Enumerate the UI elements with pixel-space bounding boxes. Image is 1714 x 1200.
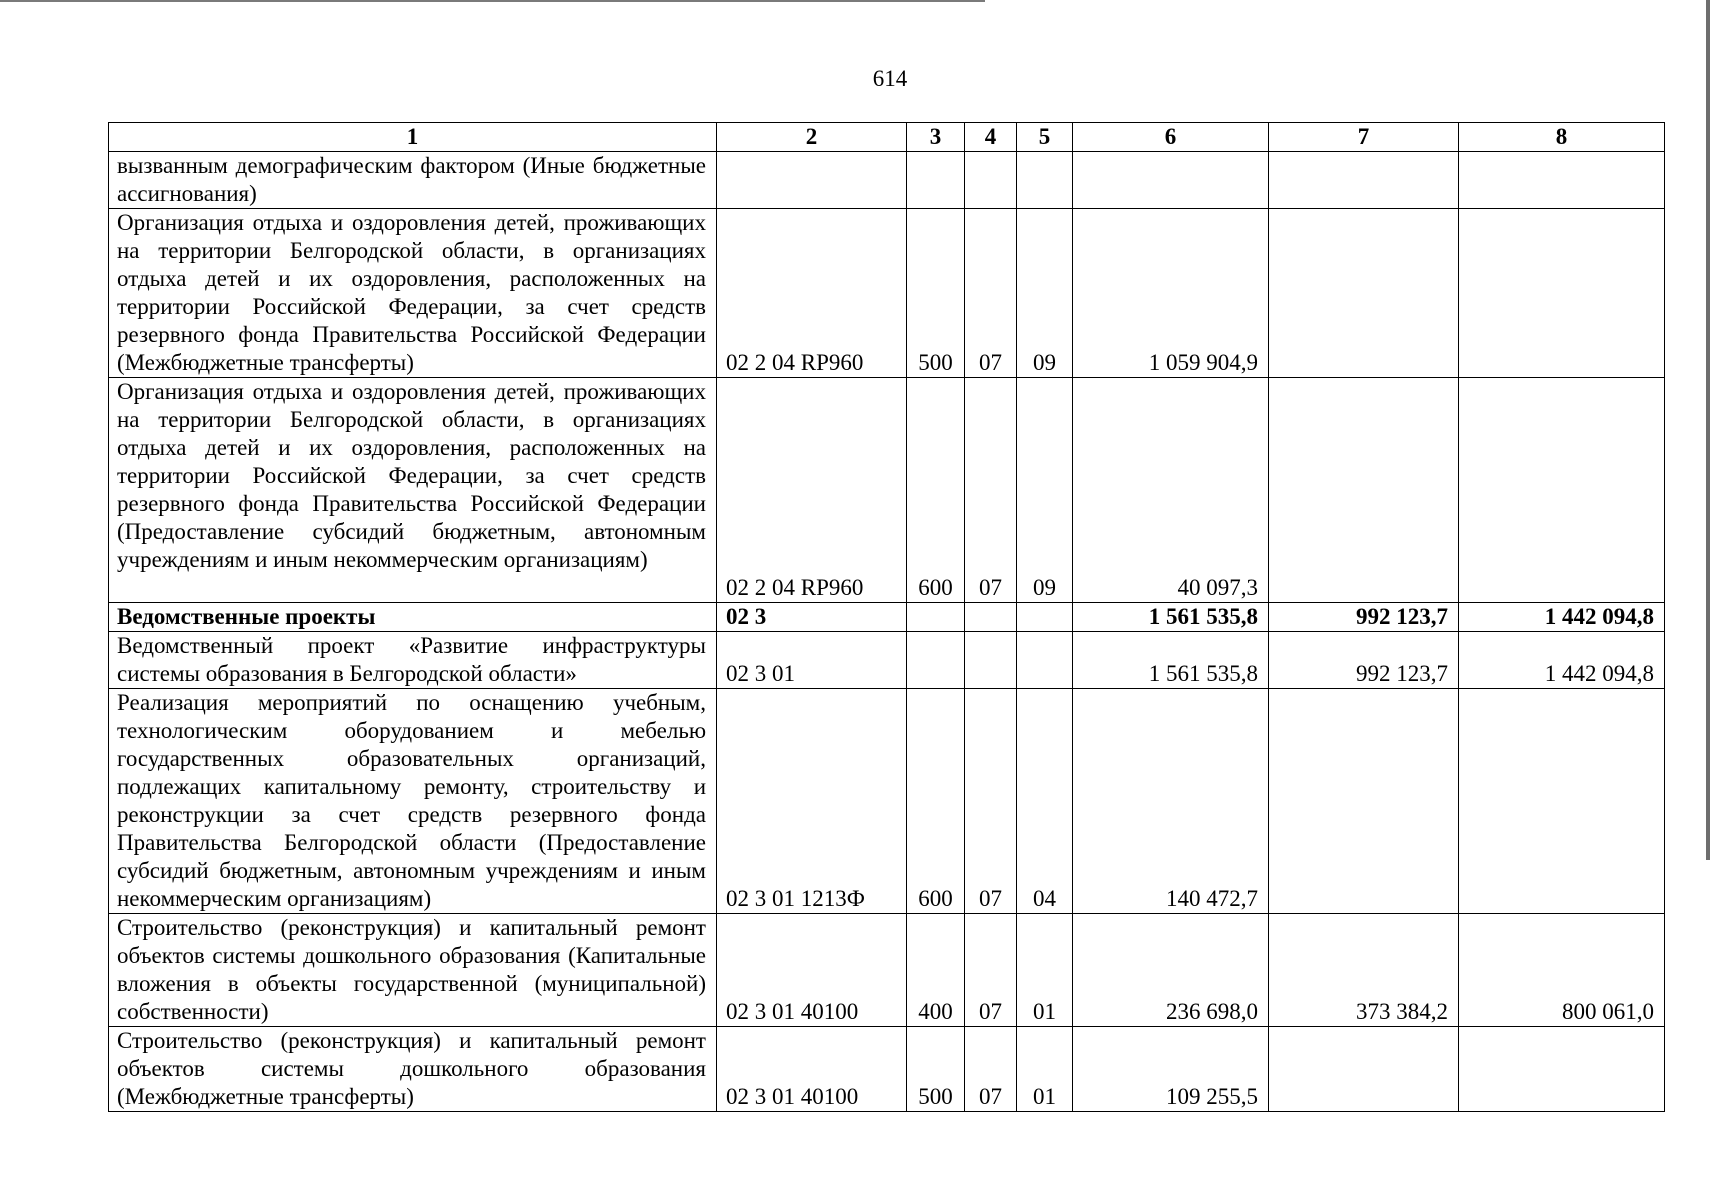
header-cell-7: 7 xyxy=(1269,123,1459,152)
row-value-7 xyxy=(1269,152,1459,209)
table-header-row xyxy=(109,123,1665,152)
row-value-8: 1 442 094,8 xyxy=(1459,603,1665,632)
row-col3: 500 xyxy=(907,209,965,378)
row-name: Реализация мероприятий по оснащению учебным, технологическим оборудованием и мебелью государственных образовательных организаций, подлежащих капитальному ремонту, строительству и реконструкции за счет средств резервного фонда Правительства Белгородской области (Предоставление субсидий бюджетным, автономным учреждениям и иным некоммерческим организациям) xyxy=(109,689,717,914)
header-cell-5: 5 xyxy=(1017,123,1073,152)
row-code xyxy=(717,152,907,209)
row-value-8 xyxy=(1459,1027,1665,1112)
row-value-6: 140 472,7 xyxy=(1073,689,1269,914)
row-name: Организация отдыха и оздоровления детей, проживающих на территории Белгородской области, в организациях отдыха детей и их оздоровления, расположенных на территории Российской Федерации, за счет средств резервного фонда Правительства Российской Федерации (Межбюджетные трансферты) xyxy=(109,209,717,378)
row-code: 02 3 01 40100 xyxy=(717,1027,907,1112)
row-code: 02 2 04 RP960 xyxy=(717,378,907,603)
row-col4: 07 xyxy=(965,378,1017,603)
header-cell-1: 1 xyxy=(109,123,717,152)
row-col4: 07 xyxy=(965,1027,1017,1112)
row-value-8 xyxy=(1459,152,1665,209)
row-code: 02 3 01 xyxy=(717,632,907,689)
row-col3: 500 xyxy=(907,1027,965,1112)
row-value-7: 992 123,7 xyxy=(1269,603,1459,632)
header-cell-8: 8 xyxy=(1459,123,1665,152)
table-row-section-total xyxy=(109,603,1665,632)
row-col4: 07 xyxy=(965,689,1017,914)
row-value-8 xyxy=(1459,689,1665,914)
row-col4: 07 xyxy=(965,914,1017,1027)
row-value-7 xyxy=(1269,209,1459,378)
row-col4 xyxy=(965,603,1017,632)
row-col3 xyxy=(907,152,965,209)
row-col5: 04 xyxy=(1017,689,1073,914)
row-value-8 xyxy=(1459,209,1665,378)
row-col4 xyxy=(965,152,1017,209)
row-value-7 xyxy=(1269,1027,1459,1112)
row-value-6 xyxy=(1073,152,1269,209)
row-col3 xyxy=(907,632,965,689)
scan-right-edge xyxy=(1706,0,1710,860)
row-col3: 600 xyxy=(907,689,965,914)
row-name: Организация отдыха и оздоровления детей, проживающих на территории Белгородской области, в организациях отдыха детей и их оздоровления, расположенных на территории Российской Федерации, за счет средств резервного фонда Правительства Российской Федерации (Предоставление субсидий бюджетным, автономным учреждениям и иным некоммерческим организациям) xyxy=(109,378,717,603)
table-row xyxy=(109,1027,1665,1112)
row-col5 xyxy=(1017,632,1073,689)
row-value-6: 1 059 904,9 xyxy=(1073,209,1269,378)
row-value-8: 1 442 094,8 xyxy=(1459,632,1665,689)
row-value-6: 236 698,0 xyxy=(1073,914,1269,1027)
header-cell-4: 4 xyxy=(965,123,1017,152)
row-value-7 xyxy=(1269,689,1459,914)
row-value-7 xyxy=(1269,378,1459,603)
table-row xyxy=(109,378,1665,603)
row-code: 02 3 01 40100 xyxy=(717,914,907,1027)
row-col5: 09 xyxy=(1017,209,1073,378)
header-cell-6: 6 xyxy=(1073,123,1269,152)
row-col4 xyxy=(965,632,1017,689)
row-name: Ведомственные проекты xyxy=(109,603,717,632)
row-code: 02 3 xyxy=(717,603,907,632)
header-cell-2: 2 xyxy=(717,123,907,152)
table-row xyxy=(109,914,1665,1027)
row-col3 xyxy=(907,603,965,632)
row-name: Строительство (реконструкция) и капитальный ремонт объектов системы дошкольного образования (Капитальные вложения в объекты государственной (муниципальной) собственности) xyxy=(109,914,717,1027)
row-value-6: 109 255,5 xyxy=(1073,1027,1269,1112)
row-value-6: 1 561 535,8 xyxy=(1073,603,1269,632)
row-value-7: 373 384,2 xyxy=(1269,914,1459,1027)
row-col4: 07 xyxy=(965,209,1017,378)
page-number: 614 xyxy=(872,66,908,91)
table-row xyxy=(109,152,1665,209)
row-col5 xyxy=(1017,152,1073,209)
scan-top-rule xyxy=(0,0,985,2)
table-row xyxy=(109,632,1665,689)
row-value-8: 800 061,0 xyxy=(1459,914,1665,1027)
row-value-7: 992 123,7 xyxy=(1269,632,1459,689)
row-code: 02 2 04 RP960 xyxy=(717,209,907,378)
row-value-6: 40 097,3 xyxy=(1073,378,1269,603)
budget-table xyxy=(108,122,1665,1112)
row-col5: 09 xyxy=(1017,378,1073,603)
table-row xyxy=(109,209,1665,378)
row-value-8 xyxy=(1459,378,1665,603)
row-name: Ведомственный проект «Развитие инфраструктуры системы образования в Белгородской области» xyxy=(109,632,717,689)
row-name: Строительство (реконструкция) и капитальный ремонт объектов системы дошкольного образования (Межбюджетные трансферты) xyxy=(109,1027,717,1112)
header-cell-3: 3 xyxy=(907,123,965,152)
row-col3: 400 xyxy=(907,914,965,1027)
row-code: 02 3 01 1213Ф xyxy=(717,689,907,914)
row-col3: 600 xyxy=(907,378,965,603)
row-col5: 01 xyxy=(1017,1027,1073,1112)
row-name: вызванным демографическим фактором (Иные бюджетные ассигнования) xyxy=(109,152,717,209)
row-col5 xyxy=(1017,603,1073,632)
row-col5: 01 xyxy=(1017,914,1073,1027)
row-value-6: 1 561 535,8 xyxy=(1073,632,1269,689)
table-row xyxy=(109,689,1665,914)
